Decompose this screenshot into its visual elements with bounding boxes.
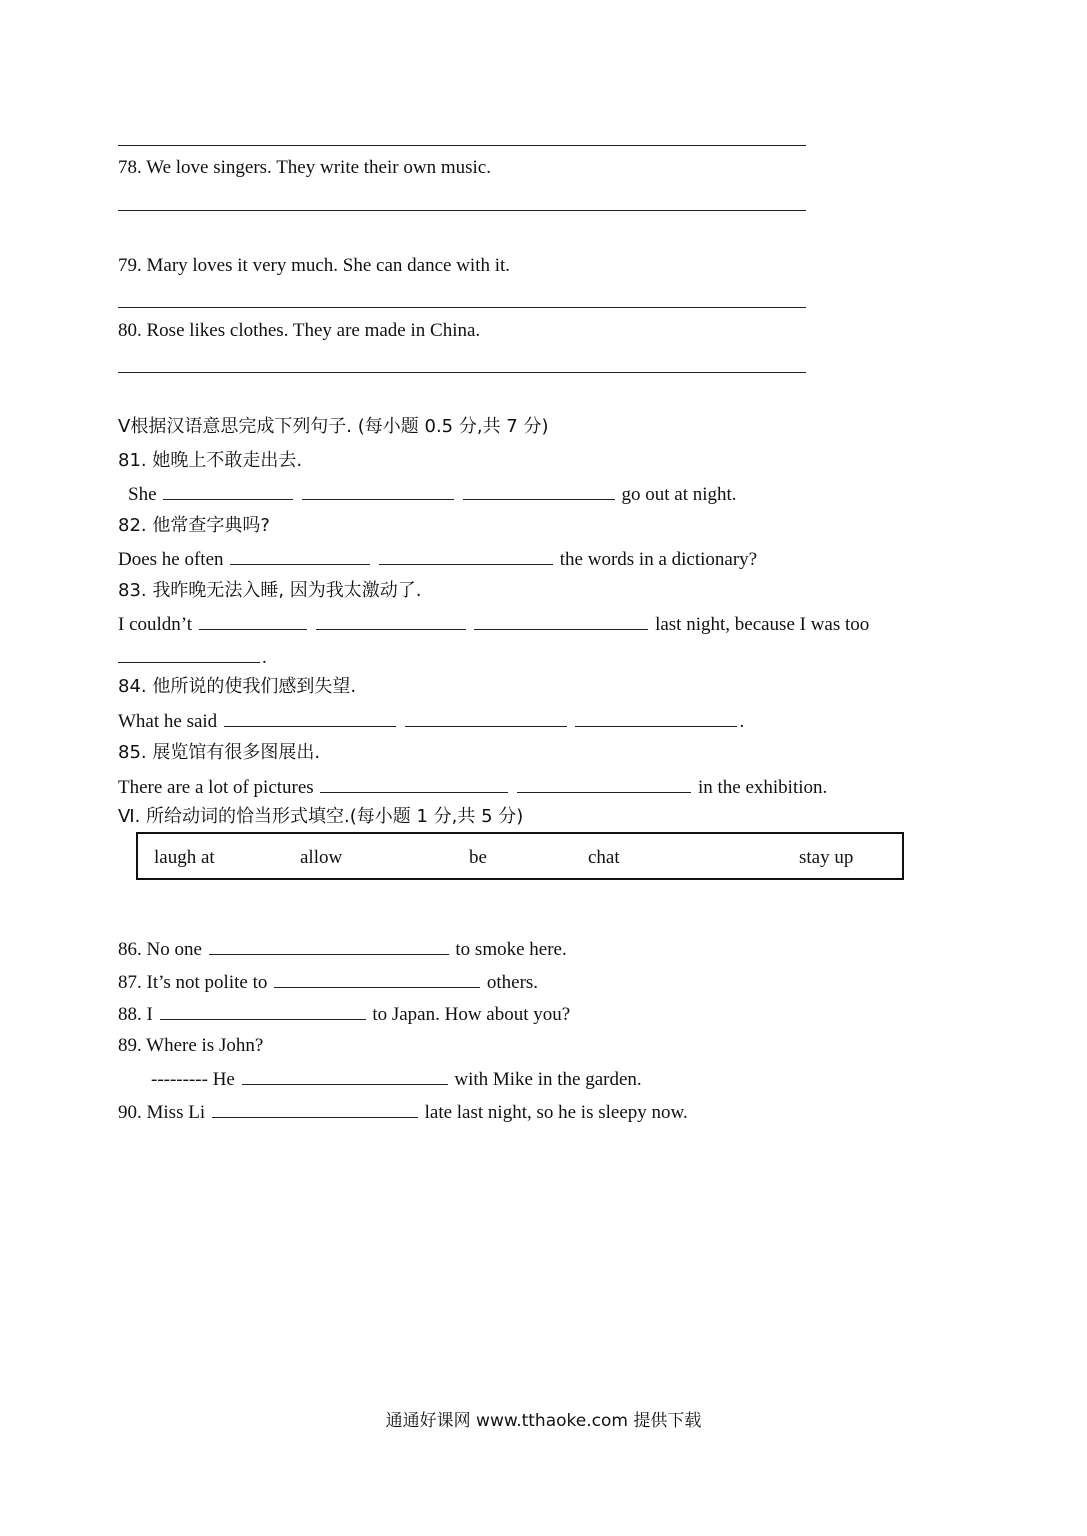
question-89: 89. Where is John?: [118, 1035, 264, 1056]
word-bank-item: laugh at: [154, 847, 215, 868]
sentence-start: I couldn’t: [118, 614, 193, 635]
sentence-start: 90. Miss Li: [118, 1102, 206, 1123]
fill-blank[interactable]: [160, 1002, 366, 1020]
sentence-start: 87. It’s not polite to: [118, 972, 268, 993]
question-85-chinese: 85. 展览馆有很多图展出.: [118, 742, 321, 763]
question-82-sentence: [118, 547, 757, 571]
word-bank-item: stay up: [799, 847, 854, 868]
fill-blank[interactable]: [118, 645, 260, 663]
word-bank-item: be: [469, 847, 487, 868]
sentence-period: .: [262, 647, 267, 668]
sentence-end: to Japan. How about you?: [372, 1004, 571, 1025]
word-bank-item: chat: [588, 847, 620, 868]
question-81-sentence: [128, 482, 737, 506]
fill-blank[interactable]: [230, 547, 370, 565]
question-81-chinese: 81. 她晚上不敢走出去.: [118, 450, 303, 471]
question-84-chinese: 84. 他所说的使我们感到失望.: [118, 676, 357, 697]
question-88: [118, 1002, 570, 1026]
section-5-heading: Ⅴ根据汉语意思完成下列句子. (每小题 0.5 分,共 7 分): [118, 416, 549, 437]
fill-blank[interactable]: [212, 1100, 418, 1118]
page-footer: 通通好课网 www.tthaoke.com 提供下载: [385, 1411, 702, 1431]
word-bank-box: [136, 832, 904, 880]
fill-blank[interactable]: [575, 709, 737, 727]
fill-blank[interactable]: [517, 775, 691, 793]
answer-line: [118, 145, 806, 146]
sentence-end: the words in a dictionary?: [559, 549, 758, 570]
fill-blank[interactable]: [463, 482, 615, 500]
sentence-start: What he said: [118, 711, 218, 732]
sentence-start: She: [128, 484, 157, 505]
sentence-end: others.: [486, 972, 539, 993]
fill-blank[interactable]: [163, 482, 293, 500]
sentence-start: --------- He: [151, 1069, 235, 1090]
fill-blank[interactable]: [316, 612, 466, 630]
fill-blank[interactable]: [242, 1067, 448, 1085]
sentence-end: late last night, so he is sleepy now.: [424, 1102, 688, 1123]
fill-blank[interactable]: [379, 547, 553, 565]
question-90: [118, 1100, 688, 1124]
question-82-chinese: 82. 他常查字典吗?: [118, 515, 270, 536]
question-87: [118, 970, 538, 994]
question-85-sentence: [118, 775, 827, 799]
answer-line: [118, 210, 806, 211]
fill-blank[interactable]: [209, 937, 449, 955]
fill-blank[interactable]: [302, 482, 454, 500]
fill-blank[interactable]: [474, 612, 648, 630]
fill-blank[interactable]: [224, 709, 396, 727]
question-80: 80. Rose likes clothes. They are made in China.: [118, 320, 481, 341]
sentence-end: in the exhibition.: [697, 777, 828, 798]
question-89-answer: [151, 1067, 642, 1091]
question-84-sentence: [118, 709, 744, 733]
answer-line: [118, 372, 806, 373]
question-86: [118, 937, 567, 961]
question-83-continuation: [118, 645, 267, 669]
sentence-start: There are a lot of pictures: [118, 777, 314, 798]
answer-line: [118, 307, 806, 308]
question-79: 79. Mary loves it very much. She can dance with it.: [118, 255, 511, 276]
fill-blank[interactable]: [274, 970, 480, 988]
sentence-start: Does he often: [118, 549, 224, 570]
section-6-heading: Ⅵ. 所给动词的恰当形式填空.(每小题 1 分,共 5 分): [118, 806, 524, 827]
fill-blank[interactable]: [405, 709, 567, 727]
sentence-end: to smoke here.: [455, 939, 567, 960]
word-bank-item: allow: [300, 847, 343, 868]
sentence-period: .: [739, 711, 745, 732]
sentence-end: last night, because I was too: [655, 614, 870, 635]
fill-blank[interactable]: [199, 612, 307, 630]
question-83-sentence: [118, 612, 869, 636]
sentence-end: with Mike in the garden.: [454, 1069, 642, 1090]
question-78: 78. We love singers. They write their own music.: [118, 157, 491, 178]
sentence-start: 86. No one: [118, 939, 202, 960]
sentence-start: 88. I: [118, 1004, 153, 1025]
question-83-chinese: 83. 我昨晚无法入睡, 因为我太激动了.: [118, 580, 422, 601]
sentence-end: go out at night.: [621, 484, 737, 505]
fill-blank[interactable]: [320, 775, 508, 793]
